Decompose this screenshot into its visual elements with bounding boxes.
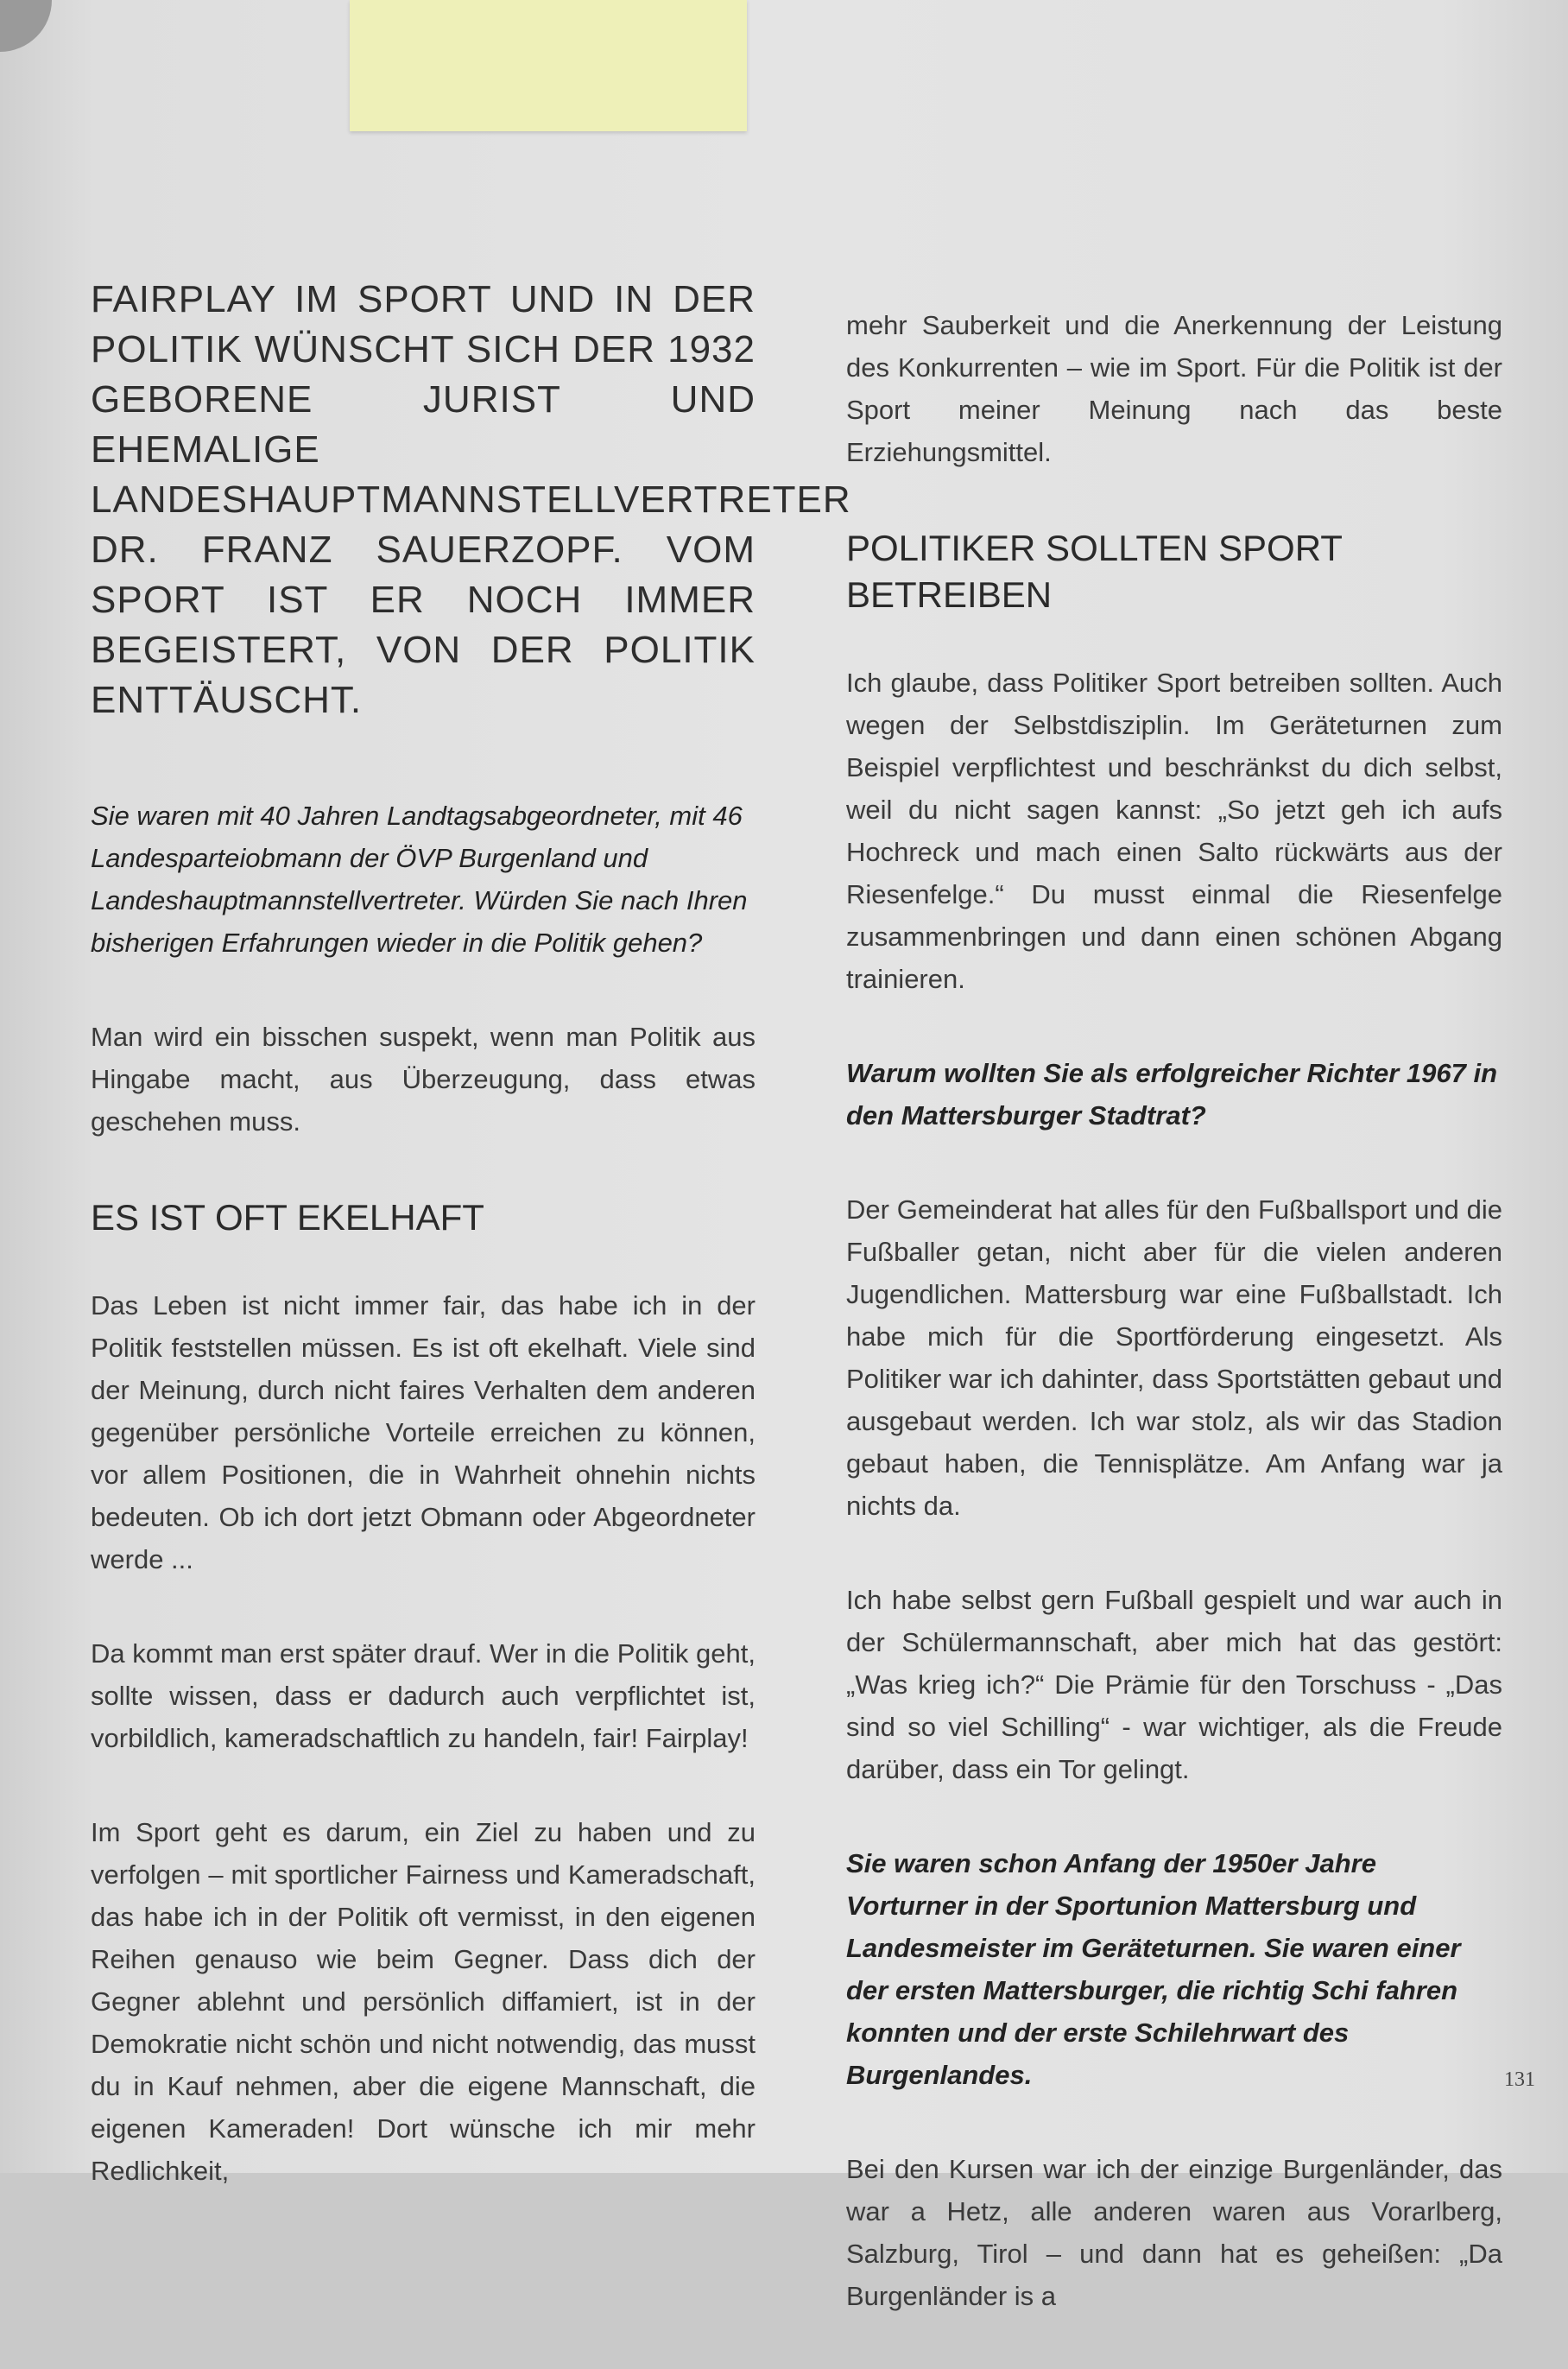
- interview-question: Sie waren mit 40 Jahren Landtagsabgeordneter, mit 46 Landesparteiobmann der ÖVP Burgenland und Landeshauptmannstellvertreter. Würden Sie nach Ihren bisherigen Erfahrungen wieder in die Politik gehen?: [91, 801, 748, 958]
- left-column: [91, 275, 851, 2244]
- interview-question: Sie waren schon Anfang der 1950er Jahre Vorturner in der Sportunion Mattersburg und Landesmeister im Geräteturnen. Sie waren einer der ersten Mattersburger, die richtig Schi fahren konnten und der erste Schilehrwart des Burgenlandes.: [846, 1848, 1461, 2090]
- body-paragraph: Im Sport geht es darum, ein Ziel zu haben und zu verfolgen – mit sportlicher Fairness und Kameradschaft, das habe ich in der Politik oft vermisst, in den eigenen Reihen genauso wie beim Gegner. Dass dich der Gegner ablehnt und persönlich diffamiert, ist in der Demokratie nicht schön und nicht notwendig, das musst du in Kauf nehmen, aber die eigene Mannschaft, die eigenen Kameraden! Dort wünsche ich mir mehr Redlichkeit,: [91, 1817, 756, 2186]
- section-heading: POLITIKER SOLLTEN SPORT BETREIBEN: [846, 528, 1343, 615]
- body-paragraph: mehr Sauberkeit und die Anerkennung der Leistung des Konkurrenten – wie im Sport. Für die Politik ist der Sport meiner Meinung nach das beste Erziehungsmittel.: [846, 310, 1502, 467]
- section-heading: ES IST OFT EKELHAFT: [91, 1197, 484, 1238]
- sticky-note: [350, 0, 747, 131]
- body-paragraph: Ich glaube, dass Politiker Sport betreiben sollten. Auch wegen der Selbstdisziplin. Im Geräteturnen zum Beispiel verpflichtest und beschränkst du dich selbst, weil du nicht sagen kannst: „So jetzt geh ich aufs Hochreck und mach einen Salto rückwärts aus der Riesenfelge.“ Du musst einmal die Riesenfelge zusammenbringen und dann einen schönen Abgang trainieren.: [846, 668, 1502, 994]
- right-column: [846, 304, 1502, 2369]
- interview-answer: Man wird ein bisschen suspekt, wenn man Politik aus Hingabe macht, aus Überzeugung, dass etwas geschehen muss.: [91, 1022, 756, 1137]
- article-headline: FAIRPLAY IM SPORT UND IN DER POLITIK WÜNSCHT SICH DER 1932 GEBORENE JURIST UND EHEMALIGE LANDESHAUPTMANNSTELLVERTRETER DR. FRANZ SAUERZOPF. VOM SPORT IST ER NOCH IMMER BEGEISTERT, VON DER POLITIK ENTTÄUSCHT.: [91, 278, 851, 721]
- body-paragraph: Das Leben ist nicht immer fair, das habe ich in der Politik feststellen müssen. Es ist oft ekelhaft. Viele sind der Meinung, durch nicht faires Verhalten dem anderen gegenüber persönliche Vorteile erreichen zu können, vor allem Positionen, die in Wahrheit ohnehin nichts bedeuten. Ob ich dort jetzt Obmann oder Abgeordneter werde ...: [91, 1290, 756, 1574]
- body-paragraph: Da kommt man erst später drauf. Wer in die Politik geht, sollte wissen, dass er dadurch auch verpflichtet ist, vorbildlich, kameradschaftlich zu handeln, fair! Fairplay!: [91, 1638, 756, 1753]
- page-number: 131: [1504, 2068, 1535, 2091]
- page-curl-shadow: [0, 0, 52, 52]
- body-paragraph: Ich habe selbst gern Fußball gespielt und war auch in der Schülermannschaft, aber mich hat das gestört: „Was krieg ich?“ Die Prämie für den Torschuss - „Das sind so viel Schilling“ - war wichtiger, als die Freude darüber, dass ein Tor gelingt.: [846, 1585, 1502, 1784]
- interview-question: Warum wollten Sie als erfolgreicher Richter 1967 in den Mattersburger Stadtrat?: [846, 1058, 1498, 1131]
- body-paragraph: Bei den Kursen war ich der einzige Burgenländer, das war a Hetz, alle anderen waren aus Vorarlberg, Salzburg, Tirol – und dann hat es geheißen: „Da Burgenländer is a: [846, 2154, 1502, 2311]
- body-paragraph: Der Gemeinderat hat alles für den Fußballsport und die Fußballer getan, nicht aber für die vielen anderen Jugendlichen. Mattersburg war eine Fußballstadt. Ich habe mich für die Sportförderung eingesetzt. Als Politiker war ich dahinter, dass Sportstätten gebaut und ausgebaut werden. Ich war stolz, als wir das Stadion gebaut haben, die Tennisplätze. Am Anfang war ja nichts da.: [846, 1194, 1502, 1521]
